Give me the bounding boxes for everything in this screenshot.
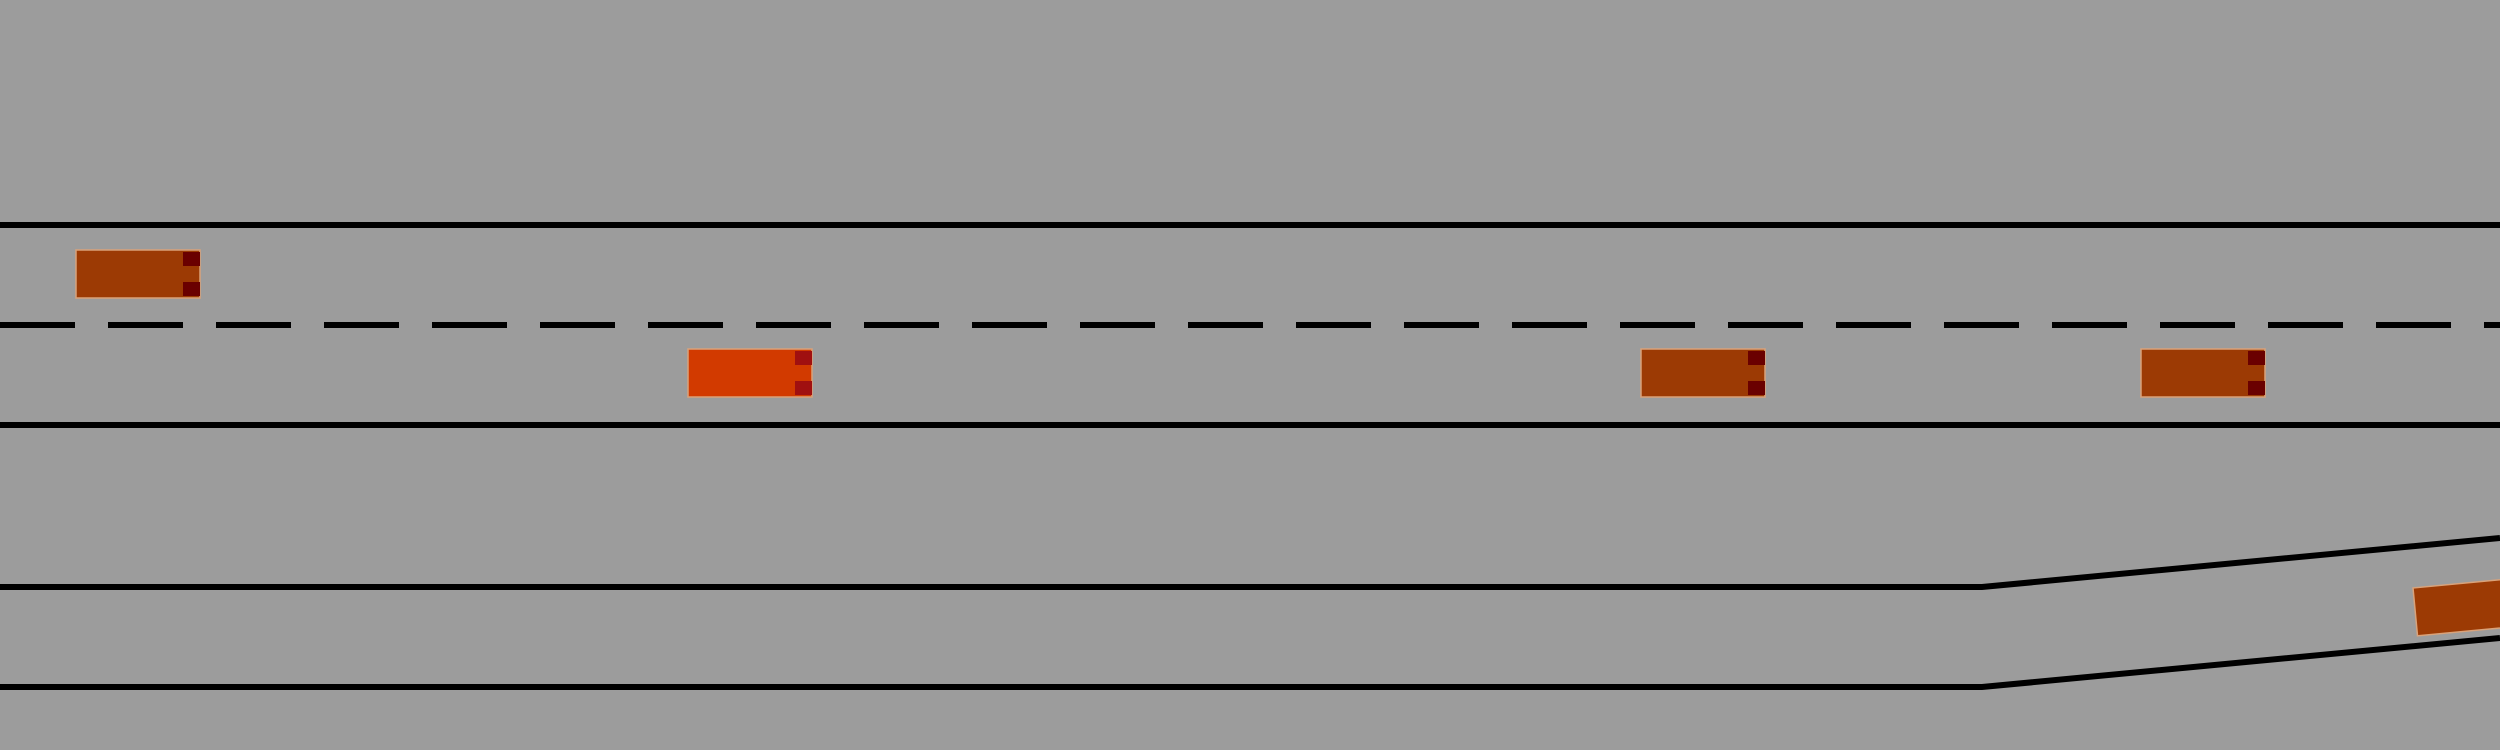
ego-vehicle-body	[688, 349, 812, 397]
vehicle-1-body	[76, 250, 200, 298]
vehicle-4	[2141, 349, 2265, 397]
vehicle-1-left-headlight	[183, 252, 200, 266]
vehicle-3-right-headlight	[1748, 381, 1765, 395]
vehicle-4-left-headlight	[2248, 351, 2265, 365]
vehicle-3-left-headlight	[1748, 351, 1765, 365]
vehicle-1	[76, 250, 200, 298]
vehicle-3-body	[1641, 349, 1765, 397]
ego-vehicle-right-headlight	[795, 381, 812, 395]
vehicle-4-right-headlight	[2248, 381, 2265, 395]
vehicle-3	[1641, 349, 1765, 397]
vehicle-4-body	[2141, 349, 2265, 397]
ego-vehicle-left-headlight	[795, 351, 812, 365]
ego-vehicle	[688, 349, 812, 397]
vehicle-1-right-headlight	[183, 282, 200, 296]
